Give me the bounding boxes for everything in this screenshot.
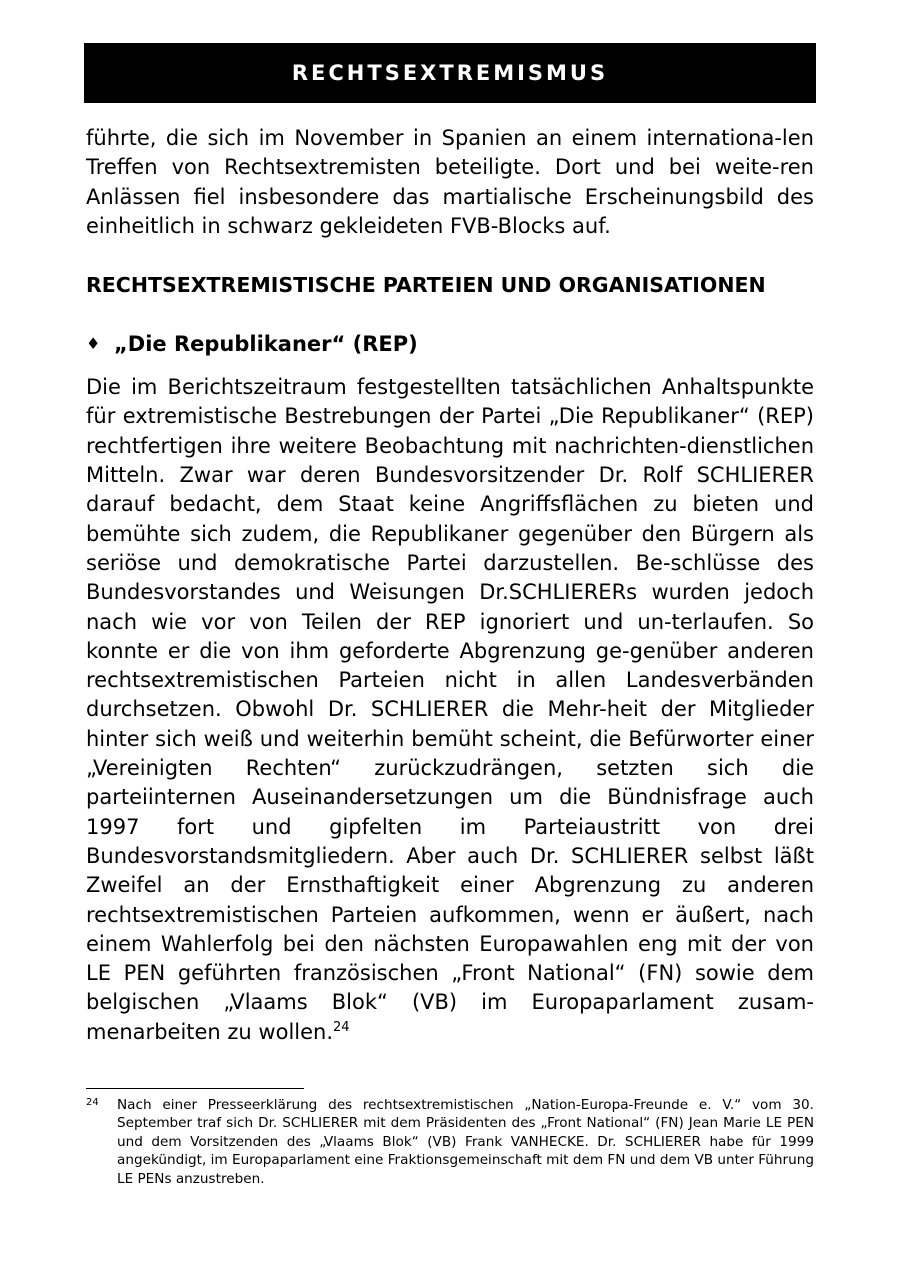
- running-header-title: RECHTSEXTREMISMUS: [291, 61, 609, 85]
- footnote-divider: [86, 1088, 304, 1089]
- intro-paragraph: führte, die sich im November in Spanien an einem internationa-len Treffen von Rechtsextremisten beteiligte. Dort und bei weite-ren Anlässen fiel insbesondere das martialische Erscheinungsbild des einheitlich in schwarz gekleideten FVB-Blocks auf.: [86, 126, 814, 238]
- body-paragraph: [86, 373, 814, 1047]
- footnote-reference[interactable]: 24: [333, 1019, 350, 1035]
- running-header: [84, 43, 816, 103]
- main-content: [86, 124, 814, 1047]
- subsection-heading: [86, 329, 814, 359]
- footnote-text: Nach einer Presseerklärung des rechtsextremistischen „Nation-Europa-Freunde e. V.“ vom 30. September traf sich Dr. SCHLIERER mit dem Präsidenten des „Front National“ (FN) Jean Marie LE PEN und dem Vorsitzenden des „Vlaams Blok“ (VB) Frank VANHECKE. Dr. SCHLIERER habe für 1999 angekündigt, im Europaparlament eine Fraktionsgemeinschaft mit dem FN und dem VB unter Führung LE PENs anzustreben.: [117, 1097, 814, 1187]
- subsection-heading-text: „Die Republikaner“ (REP): [114, 332, 418, 357]
- footnote-number: 24: [86, 1097, 99, 1108]
- section-heading: RECHTSEXTREMISTISCHE PARTEIEN UND ORGANISATIONEN: [86, 273, 766, 298]
- diamond-bullet-icon: ♦: [86, 334, 101, 354]
- footnote: [86, 1096, 814, 1188]
- body-paragraph-text: Die im Berichtszeitraum festgestellten tatsächlichen Anhaltspunkte für extremistische Bestrebungen der Partei „Die Republikaner“ (REP) rechtfertigen ihre weitere Beobachtung mit nachrichten-dienstlichen Mitteln. Zwar war deren Bundesvorsitzender Dr. Rolf SCHLIERER darauf bedacht, dem Staat keine Angriffsflächen zu bieten und bemühte sich zudem, die Republikaner gegenüber den Bürgern als seriöse und demokratische Partei darzustellen. Be-schlüsse des Bundesvorstandes und Weisungen Dr.SCHLIERERs wurden jedoch nach wie vor von Teilen der REP ignoriert und un-terlaufen. So konnte er die von ihm geforderte Abgrenzung ge-genüber anderen rechtsextremistischen Parteien nicht in allen Landesverbänden durchsetzen. Obwohl Dr. SCHLIERER die Mehr-heit der Mitglieder hinter sich weiß und weiterhin bemüht scheint, die Befürworter einer „Vereinigten Rechten“ zurückzudrängen, setzten sich die parteiinternen Auseinandersetzungen um die Bündnisfrage auch 1997 fort und gipfelten im Parteiaustritt von drei Bundesvorstandsmitgliedern. Aber auch Dr. SCHLIERER selbst läßt Zweifel an der Ernsthaftigkeit einer Abgrenzung zu anderen rechtsextremistischen Parteien aufkommen, wenn er äußert, nach einem Wahlerfolg bei den nächsten Europawahlen eng mit der von LE PEN geführten französischen „Front National“ (FN) sowie dem belgischen „Vlaams Blok“ (VB) im Europaparlament zusam-menarbeiten zu wollen.: [86, 375, 814, 1044]
